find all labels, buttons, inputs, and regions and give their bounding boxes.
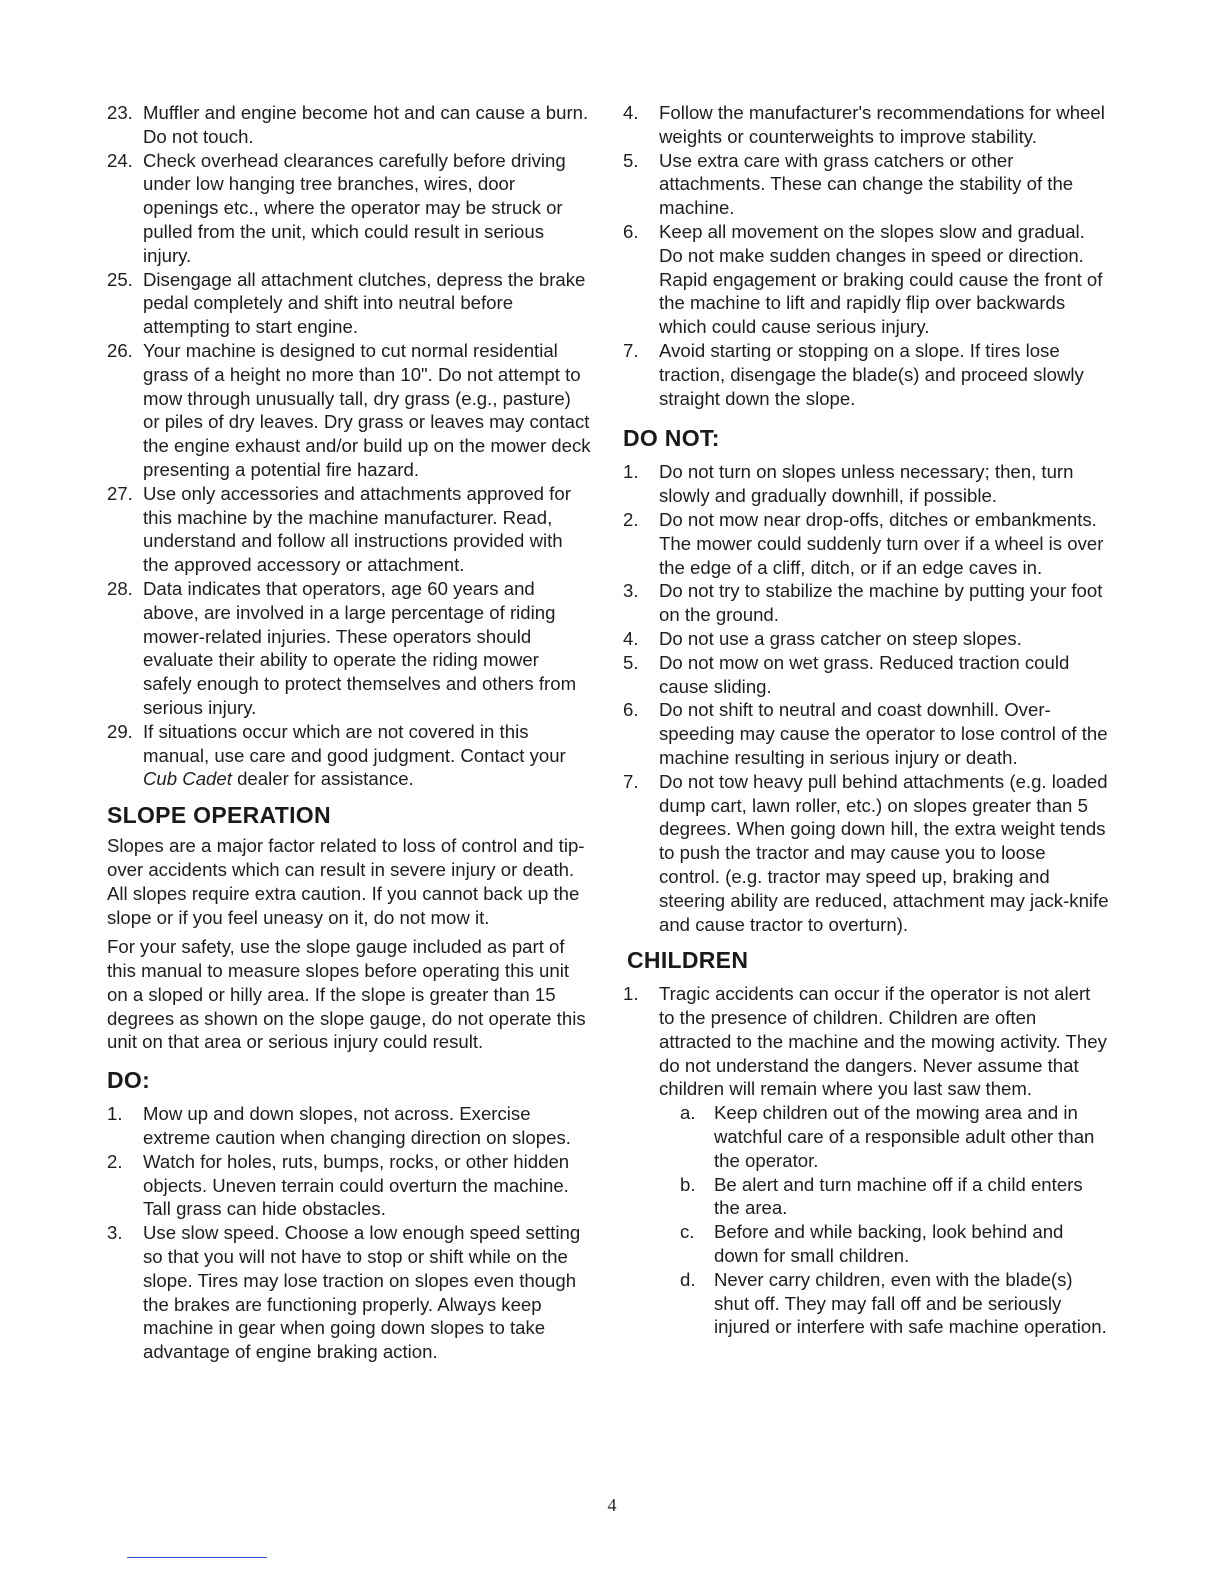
item-text: Do not tow heavy pull behind attachments (e.g. loaded dump cart, lawn roller, etc.) on slopes greater than 5 degrees. When going down hill, the extra weight tends to push the tractor and may cause you to loose control. (e.g. tractor may speed up, braking and steering ability are reduced, attachment may jack-knife and cause tractor to overturn). bbox=[659, 770, 1109, 935]
item-text: Data indicates that operators, age 60 years and above, are involved in a large percentage of riding mower-related injuries. These operators should evaluate their ability to operate the riding mower safely enough to protect themselves and others from serious injury. bbox=[143, 577, 577, 718]
item-number: 2. bbox=[107, 1150, 123, 1172]
list-item bbox=[107, 149, 591, 268]
slope-operation-heading: SLOPE OPERATION bbox=[107, 802, 331, 829]
sublist-item bbox=[678, 1220, 1109, 1268]
do-not-heading: DO NOT: bbox=[623, 425, 720, 452]
item-number: 2. bbox=[623, 508, 639, 530]
page-number: 4 bbox=[607, 1495, 617, 1515]
item-text: Check overhead clearances carefully before driving under low hanging tree branches, wires, door openings etc., where the operator may be struck or pulled from the unit, which could result in serious injury. bbox=[143, 149, 566, 266]
item-number: 5. bbox=[623, 651, 639, 673]
item-text: Before and while backing, look behind and down for small children. bbox=[714, 1221, 1064, 1267]
list-item bbox=[107, 1221, 591, 1364]
item-number: 26. bbox=[107, 339, 133, 361]
sublist-item bbox=[678, 1173, 1109, 1221]
item-number: 5. bbox=[623, 149, 639, 171]
item-letter: c. bbox=[680, 1221, 695, 1243]
list-item bbox=[623, 770, 1109, 937]
item-number: 28. bbox=[107, 577, 133, 599]
sublist-item bbox=[678, 1268, 1109, 1339]
item-text: Do not turn on slopes unless necessary; then, turn slowly and gradually downhill, if possible. bbox=[659, 461, 1074, 507]
list-item bbox=[623, 651, 1109, 699]
footer-rule bbox=[127, 1557, 267, 1558]
list-item bbox=[107, 1150, 591, 1221]
item-letter: d. bbox=[680, 1268, 696, 1290]
item-number: 29. bbox=[107, 720, 133, 742]
item-number: 7. bbox=[623, 339, 639, 361]
list-item bbox=[623, 339, 1109, 410]
item-number: 7. bbox=[623, 770, 639, 792]
do-heading: DO: bbox=[107, 1067, 151, 1094]
do-list-cont bbox=[623, 101, 1109, 410]
children-list bbox=[623, 982, 1109, 1339]
item-number: 6. bbox=[623, 699, 639, 721]
item-text: Do not mow on wet grass. Reduced traction could cause sliding. bbox=[659, 651, 1070, 697]
item-letter: b. bbox=[680, 1173, 696, 1195]
item-text: Watch for holes, ruts, bumps, rocks, or other hidden objects. Uneven terrain could overturn the machine. Tall grass can hide obstacles. bbox=[143, 1150, 570, 1220]
item-text: Your machine is designed to cut normal residential grass of a height no more than 10". Do not attempt to mow through unusually tall, dry grass (e.g., pasture) or piles of dry leaves. Dry grass or leaves may contact the engine exhaust and/or build up on the mower deck presenting a potential fire hazard. bbox=[143, 339, 591, 480]
item-text: Use only accessories and attachments approved for this machine by the machine manufacturer. Read, understand and follow all instructions provided with the approved accessory or attachment. bbox=[143, 482, 571, 576]
list-item bbox=[107, 720, 591, 791]
item-number: 3. bbox=[107, 1222, 123, 1244]
children-heading: CHILDREN bbox=[627, 947, 749, 974]
item-number: 25. bbox=[107, 268, 133, 290]
item-text: Use slow speed. Choose a low enough speed setting so that you will not have to stop or shift while on the slope. Tires may lose traction on slopes even though the brakes are functioning properly. Always keep machine in gear when going down slopes to take advantage of engine braking action. bbox=[143, 1222, 581, 1363]
item-number: 4. bbox=[623, 627, 639, 649]
item-number: 23. bbox=[107, 102, 133, 123]
list-item bbox=[107, 577, 591, 720]
item-text: Keep all movement on the slopes slow and gradual. Do not make sudden changes in speed or direction. Rapid engagement or braking could cause the front of the machine to lift and rapidly flip over backwards which could cause serious injury. bbox=[659, 220, 1103, 338]
list-item bbox=[623, 101, 1109, 149]
item-number: 27. bbox=[107, 482, 133, 504]
item-text: Muffler and engine become hot and can cause a burn. Do not touch. bbox=[143, 102, 589, 147]
do-not-list bbox=[623, 460, 1109, 936]
list-item bbox=[623, 982, 1109, 1339]
item-text: Follow the manufacturer's recommendations for wheel weights or counterweights to improve stability. bbox=[659, 102, 1105, 147]
safety-rules-list-cont bbox=[107, 101, 591, 791]
list-item bbox=[107, 339, 591, 482]
item-text: Do not try to stabilize the machine by putting your foot on the ground. bbox=[659, 580, 1103, 626]
list-item bbox=[107, 101, 591, 149]
item-number: 3. bbox=[623, 580, 639, 602]
right-column bbox=[623, 101, 1109, 1339]
item-text: Be alert and turn machine off if a child enters the area. bbox=[714, 1173, 1083, 1219]
sublist-item bbox=[678, 1101, 1109, 1172]
list-item bbox=[107, 482, 591, 577]
item-letter: a. bbox=[680, 1102, 696, 1124]
item-text: Use extra care with grass catchers or other attachments. These can change the stability of the machine. bbox=[659, 149, 1074, 219]
slope-paragraph: For your safety, use the slope gauge included as part of this manual to measure slopes before operating this unit on a sloped or hilly area. If the slope is greater than 15 degrees as shown on the slope gauge, do not operate this unit on that area or serious injury could result. bbox=[107, 936, 586, 1053]
item-text: Tragic accidents can occur if the operator is not alert to the presence of children. Children are often attracted to the machine and the mowing activity. They do not understand the dangers. Never assume that children will remain where you last saw them. bbox=[659, 983, 1107, 1100]
list-item bbox=[623, 508, 1109, 579]
list-item bbox=[107, 1102, 591, 1150]
item-text: Never carry children, even with the blade(s) shut off. They may fall off and be seriously injured or interfere with safe machine operation. bbox=[714, 1268, 1107, 1338]
list-item bbox=[623, 579, 1109, 627]
item-number: 4. bbox=[623, 102, 639, 123]
item-text: Avoid starting or stopping on a slope. If tires lose traction, disengage the blade(s) and proceed slowly straight down the slope. bbox=[659, 339, 1084, 409]
list-item bbox=[107, 268, 591, 339]
slope-paragraph: Slopes are a major factor related to loss of control and tip-over accidents which can result in severe injury or death. All slopes require extra caution. If you cannot back up the slope or if you feel uneasy on it, do not mow it. bbox=[107, 835, 585, 928]
item-text: Do not use a grass catcher on steep slopes. bbox=[659, 627, 1022, 649]
do-list bbox=[107, 1102, 591, 1364]
item-text: Do not shift to neutral and coast downhill. Over-speeding may cause the operator to lose control of the machine resulting in serious injury or death. bbox=[659, 699, 1108, 768]
item-number: 1. bbox=[623, 983, 639, 1005]
item-text: Mow up and down slopes, not across. Exercise extreme caution when changing direction on slopes. bbox=[143, 1103, 571, 1149]
left-column bbox=[107, 101, 591, 1364]
list-item bbox=[623, 149, 1109, 220]
item-number: 1. bbox=[623, 461, 639, 483]
list-item bbox=[623, 627, 1109, 651]
list-item bbox=[623, 220, 1109, 339]
item-number: 6. bbox=[623, 220, 639, 242]
item-text: Disengage all attachment clutches, depress the brake pedal completely and shift into neutral before attempting to start engine. bbox=[143, 268, 586, 338]
item-text-before: If situations occur which are not covered in this manual, use care and good judgment. Contact your bbox=[143, 720, 566, 766]
item-number: 1. bbox=[107, 1103, 123, 1125]
item-number: 24. bbox=[107, 149, 133, 171]
item-text-after: dealer for assistance. bbox=[231, 768, 414, 790]
brand-name: Cub Cadet bbox=[143, 768, 232, 790]
item-text: Keep children out of the mowing area and in watchful care of a responsible adult other than the operator. bbox=[714, 1102, 1095, 1171]
children-sublist bbox=[659, 1101, 1109, 1339]
list-item bbox=[623, 460, 1109, 508]
list-item bbox=[623, 698, 1109, 769]
item-text: Do not mow near drop-offs, ditches or embankments. The mower could suddenly turn over if a wheel is over the edge of a cliff, ditch, or if an edge caves in. bbox=[659, 508, 1104, 578]
